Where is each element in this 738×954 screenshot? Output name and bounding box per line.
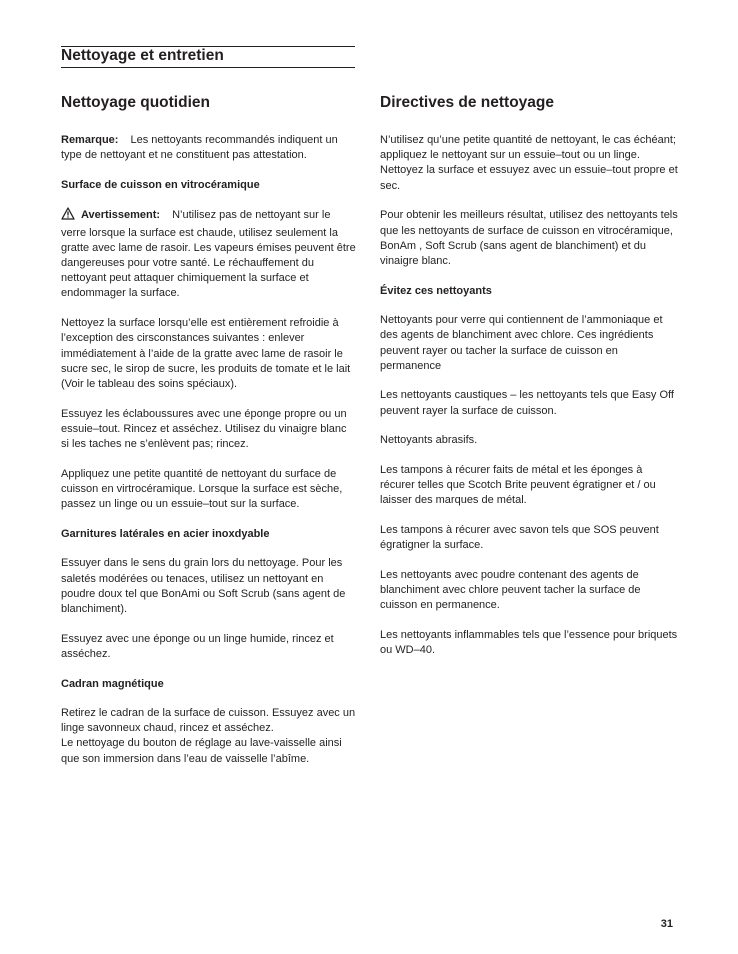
note-label: Remarque: xyxy=(61,134,119,146)
paragraph: Nettoyez la surface lorsqu’elle est entièrement refroidie à l’exception des cirsconstances suivantes : enlever immédiatement à l’aide de la gratte avec lame de rasoir le sucre sec, le sirop de sucre, les produits de tomate et le lait (Voir le tableau des soins spéciaux). xyxy=(61,317,351,390)
list-item: Nettoyants abrasifs. xyxy=(380,434,478,447)
paragraph: Retirez le cadran de la surface de cuisson. Essuyez avec un linge savonneux chaud, rincez et asséchez. xyxy=(61,707,356,735)
heading-stainless-trim: Garnitures latérales en acier inoxdyable xyxy=(61,527,270,540)
heading-avoid-cleaners: Évitez ces nettoyants xyxy=(380,284,492,297)
paragraph: Essuyer dans le sens du grain lors du nettoyage. Pour les saletés modérées ou tenaces, utilisez un nettoyant en poudre doux tel que BonAmi ou Soft Scrub (sans agent de blanchiment). xyxy=(61,557,346,615)
section-header xyxy=(61,46,355,68)
heading-daily-cleaning: Nettoyage quotidien xyxy=(61,94,210,111)
left-column xyxy=(61,93,357,767)
note-text: Les nettoyants recommandés indiquent un type de nettoyant et ne constituent pas attestation. xyxy=(61,134,338,162)
paragraph: Appliquez une petite quantité de nettoyant du surface de cuisson en virtrocéramique. Lorsque la surface est sèche, passez un linge ou un essuie–tout sur la surface. xyxy=(61,467,343,511)
warning-paragraph xyxy=(61,207,357,301)
heading-magnetic-dial: Cadran magnétique xyxy=(61,677,164,690)
warning-icon xyxy=(61,207,75,225)
list-item: Les nettoyants inflammables tels que l’essence pour briquets ou WD–40. xyxy=(380,629,678,657)
paragraph: Essuyez les éclaboussures avec une éponge propre ou un essuie–tout. Rincez et asséchez. Utilisez du vinaigre blanc si les taches ne s’enlèvent pas; rincez. xyxy=(61,407,347,451)
heading-ceramic-surface: Surface de cuisson en vitrocéramique xyxy=(61,178,260,191)
list-item: Nettoyants pour verre qui contiennent de l’ammoniaque et des agents de blanchiment avec chlore. Ces ingrédients peuvent rayer ou tacher la surface de cuisson en permanence xyxy=(380,314,663,372)
paragraph: Essuyez avec une éponge ou un linge humide, rincez et asséchez. xyxy=(61,632,334,660)
heading-cleaning-guidelines: Directives de nettoyage xyxy=(380,94,555,111)
list-item: Les nettoyants avec poudre contenant des agents de blanchiment avec chlore peuvent tacher la surface de cuisson en permanence. xyxy=(380,569,641,612)
paragraph: N’utilisez qu’une petite quantité de nettoyant, le cas échéant; appliquez le nettoyant sur un essuie–tout ou un linge. Nettoyez la surface et essuyez avec un essuie–tout propre et sec. xyxy=(380,134,678,192)
section-title: Nettoyage et entretien xyxy=(61,47,224,64)
paragraph: Le nettoyage du bouton de réglage au lave-vaisselle ainsi que son immersion dans l’eau de vaisselle l’abîme. xyxy=(61,737,342,765)
list-item: Les tampons à récurer avec savon tels que SOS peuvent égratigner la surface. xyxy=(380,524,659,552)
list-item: Les nettoyants caustiques – les nettoyants tels que Easy Off peuvent rayer la surface de cuisson. xyxy=(380,389,674,417)
note-paragraph xyxy=(61,133,357,163)
right-column xyxy=(380,93,678,673)
list-item: Les tampons à récurer faits de métal et les éponges à récurer telles que Scotch Brite peuvent égratigner et / ou laisser des marques de métal. xyxy=(380,464,656,507)
warning-label: Avertissement: xyxy=(81,209,161,222)
page-number: 31 xyxy=(660,918,673,930)
warning-text: N’utilisez pas de nettoyant sur le verre lorsque la surface est chaude, utilisez seulement la gratte avec lame de rasoir. Les vapeurs émises peuvent être dangereuses pour votre santé. Le réchauffement du nettoyant peut attaquer chimiquement la surface et endommager la surface. xyxy=(61,209,356,300)
paragraph: Pour obtenir les meilleurs résultat, utilisez des nettoyants tels que les nettoyants de surface de cuisson en vitrocéramique, BonAm , Soft Scrub (sans agent de blanchiment) et du vinaigre blanc. xyxy=(380,209,678,267)
